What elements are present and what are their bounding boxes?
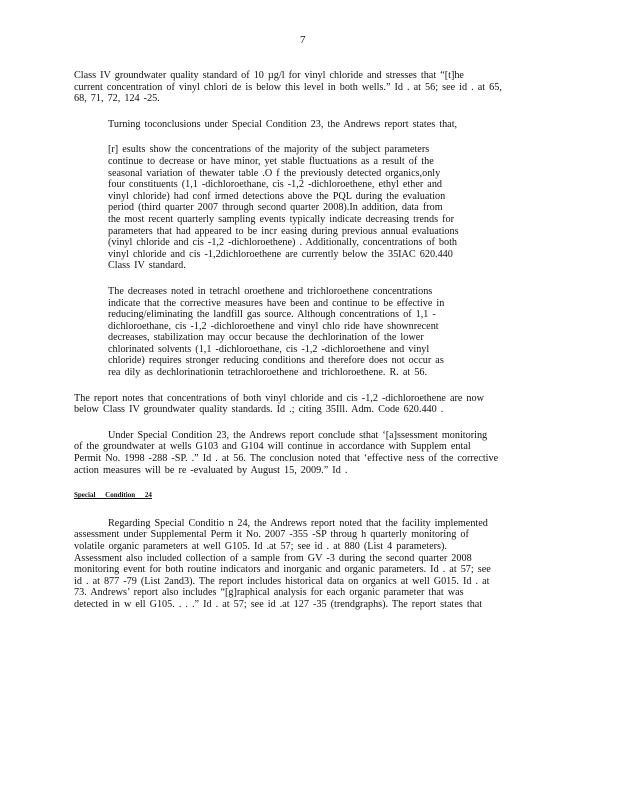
- text-line: the most recent quarterly sampling events typically indicate decreasing trends for: [108, 213, 454, 225]
- paragraph-class-iv-standard: [74, 70, 526, 105]
- text-line: chlorinated solvents (1,1 -dichloroethane, cis -1,2 -dichloroethene and vinyl: [108, 343, 430, 355]
- text-line: The report notes that concentrations of both vinyl chloride and cis -1,2 -dichloroethene are now: [74, 392, 484, 404]
- page-number: 7: [300, 34, 306, 46]
- text-line: continue to decrease or have minor, yet stable fluctuations as a result of the: [108, 155, 434, 167]
- text-line: [r] esults show the concentrations of the majority of the subject parameters: [108, 144, 430, 156]
- text-line: Permit No. 1998 -288 -SP. .” Id . at 56. The conclusion noted that ‘effective ness of the corrective: [74, 453, 499, 465]
- section-heading-text: Special Condition 24: [74, 491, 152, 500]
- text-line: dichloroethane, cis -1,2 -dichloroethene and vinyl chlo ride have shownrecent: [108, 320, 439, 332]
- text-line: current concentration of vinyl chlori de is below this level in both wells.” Id . at 56; see id . at 65,: [74, 81, 502, 93]
- text-line: vinyl chloride and cis -1,2dichloroethene are currently below the 35IAC 620.440: [108, 248, 453, 260]
- text-line: vinyl chloride) had conf irmed detections above the PQL during the evaluation: [108, 190, 446, 202]
- text-line: Turning toconclusions under Special Condition 23, the Andrews report states that,: [108, 118, 458, 130]
- text-line: below Class IV groundwater quality standards. Id .; citing 35Ill. Adm. Code 620.440 .: [74, 404, 444, 416]
- block-quote-decreases: [108, 286, 490, 379]
- text-line: indicate that the corrective measures have been and continue to be effective in: [108, 297, 445, 309]
- text-line: (vinyl chloride and cis -1,2 -dichloroethene) . Additionally, concentrations of both: [108, 237, 458, 249]
- text-line: of the groundwater at wells G103 and G104 will continue in accordance with Supplem ental: [74, 441, 471, 453]
- text-line: chloride) requires stronger reducing conditions and therefore does not occur as: [108, 355, 444, 367]
- paragraph-turning-to-conclusions: [74, 119, 526, 131]
- text-line: detected in w ell G105. . . .” Id . at 57; see id .at 127 -35 (trendgraphs). The report states that: [74, 598, 483, 610]
- text-line: decreases, stabilization may occur because the dechlorination of the lower: [108, 332, 424, 344]
- text-line: Assessment also included collection of a sample from GV -3 during the second quarter 2008: [74, 552, 472, 564]
- text-line: seasonal variation of thewater table .O f the previously detected organics,only: [108, 167, 441, 179]
- section-heading: [74, 490, 526, 502]
- text-line: monitoring event for both routine indicators and inorganic and organic parameters. Id . at 57; see: [74, 564, 491, 576]
- text-line: Regarding Special Conditio n 24, the Andrews report noted that the facility implemented: [108, 517, 488, 529]
- text-line: assessment under Supplemental Perm it No. 2007 -355 -SP throug h quarterly monitoring of: [74, 529, 469, 541]
- text-line: The decreases noted in tetrachl oroethene and trichloroethene concentrations: [108, 285, 433, 297]
- block-quote-results: [108, 144, 490, 272]
- text-line: 68, 71, 72, 124 -25.: [74, 93, 160, 105]
- text-line: action measures will be re -evaluated by August 15, 2009.” Id .: [74, 464, 348, 476]
- text-line: Class IV standard.: [108, 260, 186, 272]
- text-line: period (third quarter 2007 through second quarter 2008).In addition, data from: [108, 202, 443, 214]
- paragraph-assessment-monitoring: [74, 430, 526, 476]
- text-line: 73. Andrews’ report also includes “[g]raphical analysis for each organic parameter that was: [74, 587, 464, 599]
- text-line: id . at 877 -79 (List 2and3). The report includes historical data on organics at well G015. Id . at: [74, 575, 490, 587]
- text-line: four constituents (1,1 -dichloroethane, cis -1,2 -dichloroethene, ethyl ether and: [108, 179, 443, 191]
- paragraph-report-notes: [74, 393, 526, 416]
- text-line: reducing/eliminating the landfill gas source. Although concentrations of 1,1 -: [108, 309, 436, 321]
- text-line: rea dily as dechlorinationin tetrachloroethene and trichloroethene. R. at 56.: [108, 367, 428, 379]
- document-body: [74, 70, 526, 625]
- text-line: parameters that had appeared to be incr easing during previous annual evaluations: [108, 225, 459, 237]
- text-line: Class IV groundwater quality standard of 10 µg/l for vinyl chloride and stresses that “[t]he: [74, 70, 464, 81]
- text-line: volatile organic parameters at well G105. Id .at 57; see id . at 880 (List 4 parameters).: [74, 541, 447, 552]
- paragraph-special-condition-24: [74, 518, 526, 611]
- text-line: Under Special Condition 23, the Andrews report conclude sthat ‘[a]ssessment monitoring: [108, 429, 488, 441]
